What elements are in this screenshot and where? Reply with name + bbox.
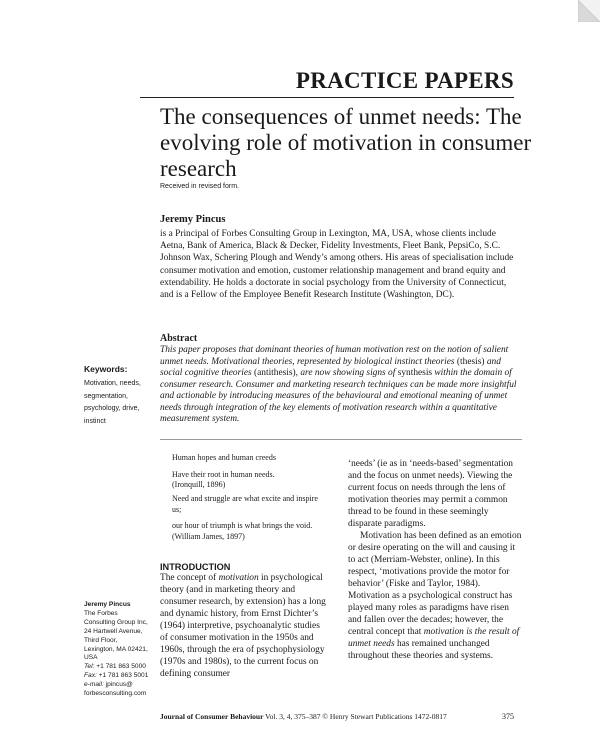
abstract-antithesis: (antithesis)	[254, 368, 296, 378]
keyword-item: psychology, drive,	[84, 405, 140, 413]
page-footer	[160, 712, 514, 721]
page-number: 375	[502, 712, 514, 721]
abstract-synthesis: synthesis	[397, 368, 433, 378]
epigraph-line: our hour of triumph is what brings the void. (William James, 1897)	[172, 521, 313, 541]
keywords-heading: Keywords:	[84, 364, 128, 374]
epigraph-line: Have their root in human needs.	[172, 470, 275, 479]
header-rule	[140, 97, 514, 98]
epigraph-line: Need and struggle are what excite and inspire us;	[172, 494, 318, 514]
page-corner-fold-icon	[578, 0, 600, 22]
introduction-heading: INTRODUCTION	[160, 562, 231, 572]
keywords-list	[84, 378, 156, 428]
section-label: PRACTICE PAPERS	[295, 68, 514, 93]
abstract-text: This paper proposes that dominant theories of human motivation rest on the notion of salient unmet needs. Motivational theories, represented by biological instinct theories (thesis) and social cognitive theories (antithesis), are now showing signs of synthesis within the domain of consumer research. Consumer and marketing research techniques can be made more insightful and actionable by introducing measures of the behavioural and emotional meaning of unmet needs through integration of the key elements of motivation research within a quantitative measurement system.	[160, 345, 517, 424]
received-note: Received in revised form.	[160, 183, 239, 190]
keyword-item: instinct	[84, 417, 106, 425]
journal-volume: Vol. 3, 4, 375–387	[265, 712, 321, 721]
abstract-heading: Abstract	[160, 333, 198, 344]
author-address: Jeremy Pincus The Forbes Consulting Group Inc, 24 Hartwell Avenue, Third Floor, Lexington, MA 02421, USA Tel: +1 781 863 5000 Fax: +1 781 863 5001 e-mail: jpincus@ forbesconsulting.com	[84, 601, 149, 698]
introduction-text: The concept of motivation in psychological theory (and in marketing theory and consumer research, by extension) has a long and dynamic history, from Ernst Dichter’s (1964) interpretive, psychoanalytic studies of consumer motivation in the 1950s and 1960s, through the era of psychophysiology (1970s and 1980s), to the current focus on defining consumer	[160, 573, 326, 679]
author-bio: is a Principal of Forbes Consulting Group in Lexington, MA, USA, whose clients include Aetna, Bank of America, Black & Decker, Fidelity Investments, Fleet Bank, PepsiCo, S.C. Johnson Wax, Schering Plough and Wendy’s among others. His areas of specialisation include consumer motivation and emotion, customer relationship management and brand equity and extendability. He holds a doctorate in social psychology from the University of Connecticut, and is a Fellow of the Employee Benefit Research Institute (Washington, DC).	[160, 229, 514, 301]
right-column-text	[348, 458, 524, 662]
body-paragraph: ‘needs’ (ie as in ‘needs-based’ segmentation and the focus on unmet needs). Viewing the current focus on needs through the lens of motivation theories may permit a common thread to be found in these seemingly disparate paradigms.	[348, 459, 513, 529]
body-paragraph: Motivation has been defined as an emotion or desire operating on the will and causing it to act (Merriam-Webster, online). In this respect, ‘motivations provide the motor for behavior’ (Fiske and Taylor, 1984). Motivation as a psychological construct has played many roles as paradigms have risen and fallen over the decades; however, the central concept that motivation is the result of unmet needs has remained unchanged throughout these theories and systems.	[348, 531, 522, 661]
article-title: The consequences of unmet needs: The evolving role of motivation in consumer research	[160, 104, 532, 181]
author-name: Jeremy Pincus	[160, 214, 226, 225]
epigraph-source: (Ironquill, 1896)	[172, 480, 226, 489]
keyword-item: segmentation,	[84, 392, 128, 400]
section-divider	[160, 439, 522, 440]
journal-name: Journal of Consumer Behaviour	[160, 712, 264, 721]
publisher-note: © Henry Stewart Publications 1472-0817	[322, 712, 447, 721]
keyword-item: Motivation, needs,	[84, 380, 141, 387]
abstract-thesis: (thesis)	[456, 356, 485, 367]
epigraph-line: Human hopes and human creeds	[172, 453, 276, 462]
